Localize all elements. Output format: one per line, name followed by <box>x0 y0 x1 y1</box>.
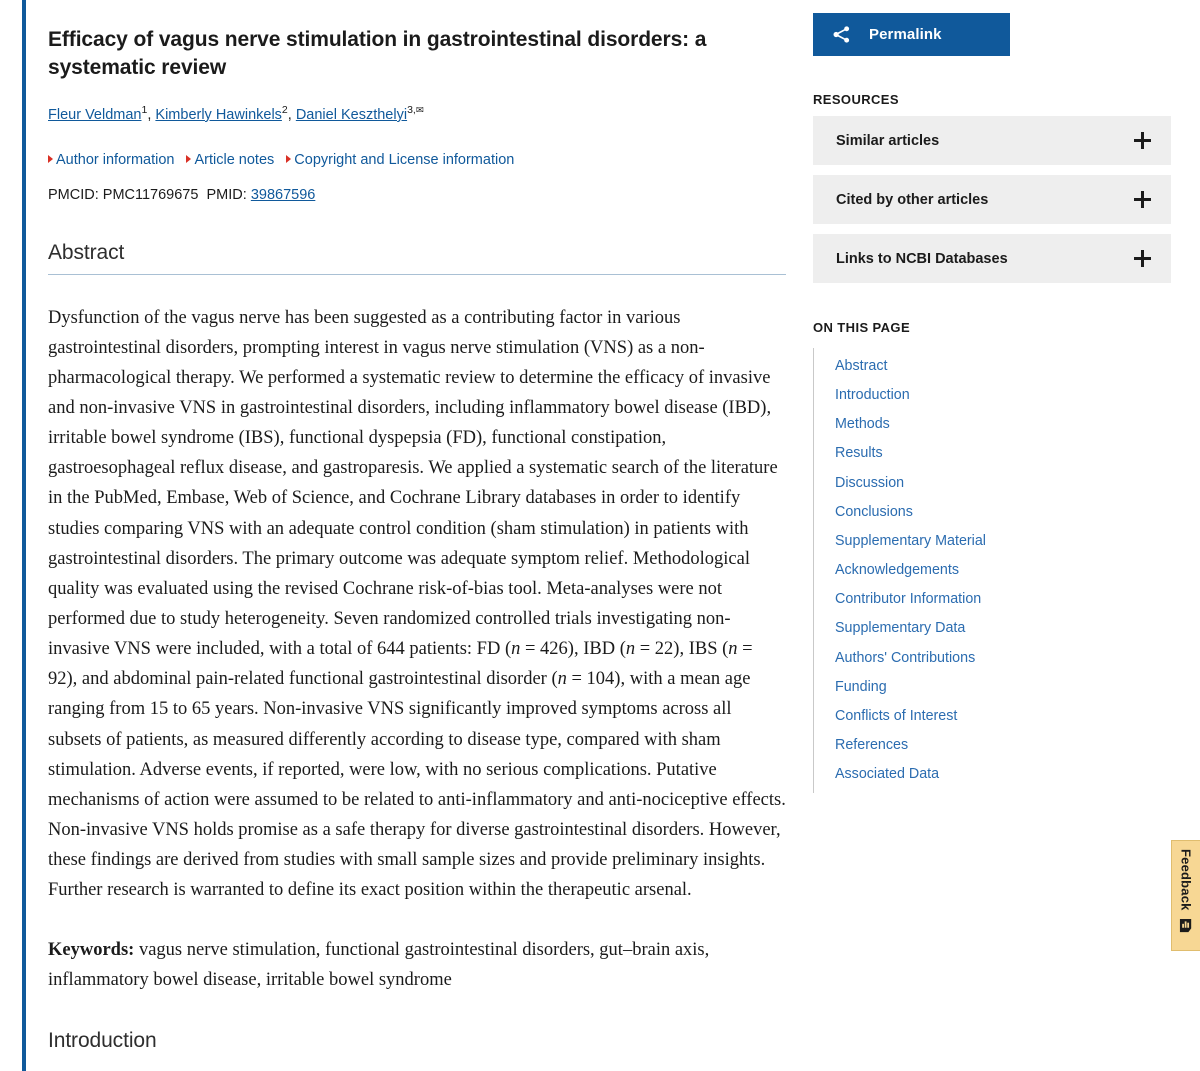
plus-icon[interactable] <box>1134 250 1151 267</box>
toc-link-supplementary-material[interactable]: Supplementary Material <box>835 532 986 549</box>
copyright-license-toggle[interactable]: Copyright and License information <box>286 152 514 168</box>
stat-symbol-n: n <box>511 639 521 660</box>
resource-label: Similar articles <box>836 132 940 149</box>
pmid-label: PMID: <box>206 186 247 203</box>
list-item <box>814 644 1171 673</box>
toc-link-associated-data[interactable]: Associated Data <box>835 766 940 783</box>
stat-symbol-n: n <box>557 669 567 690</box>
permalink-button[interactable] <box>813 13 1010 56</box>
toc-link-conflicts-of-interest[interactable]: Conflicts of Interest <box>835 707 958 724</box>
author-link-3[interactable]: Daniel Keszthelyi <box>295 106 408 123</box>
author-separator-1: , <box>147 106 156 123</box>
author-affiliation-3: 3,✉ <box>407 104 424 117</box>
toc-link-conclusions[interactable]: Conclusions <box>835 503 913 520</box>
toc-link-acknowledgements[interactable]: Acknowledgements <box>835 562 959 579</box>
author-affiliation-1: 1 <box>141 104 148 117</box>
toc-link-methods[interactable]: Methods <box>835 416 890 433</box>
resource-label: Links to NCBI Databases <box>836 250 1008 267</box>
list-item <box>814 673 1171 702</box>
pmcid-label: PMCID: <box>48 186 99 203</box>
feedback-label: Feedback <box>1178 849 1194 911</box>
toc-link-results[interactable]: Results <box>835 445 883 462</box>
list-item <box>814 760 1171 789</box>
triangle-right-icon <box>48 155 53 163</box>
author-link-2[interactable]: Kimberly Hawinkels <box>155 106 282 123</box>
list-item <box>814 556 1171 585</box>
keywords-label: Keywords: <box>48 940 135 961</box>
triangle-right-icon <box>186 155 191 163</box>
list-item <box>814 381 1171 410</box>
list-item <box>814 352 1171 381</box>
list-item <box>814 614 1171 643</box>
resource-item-similar-articles[interactable] <box>813 116 1171 165</box>
list-item <box>814 702 1171 731</box>
toc-link-funding[interactable]: Funding <box>835 678 887 695</box>
author-separator-2: , <box>287 106 296 123</box>
abstract-text: Dysfunction of the vagus nerve has been suggested as a contributing factor in various gastrointestinal disorders, prompting interest in vagus nerve stimulation (VNS) as a non-pharmacological therapy. We performed a systematic review to determine the efficacy of invasive and non-invasive VNS in gastrointestinal disorders, including inflammatory bowel disease (IBD), irritable bowel syndrome (IBS), functional dyspepsia (FD), functional constipation, gastroesophageal reflux disease, and gastroparesis. We applied a systematic search of the literature in the PubMed, Embase, Web of Science, and Cochrane Library databases in order to identify studies comparing VNS with an adequate control condition (sham stimulation) in patients with gastrointestinal disorders. The primary outcome was adequate symptom relief. Methodological quality was evaluated using the revised Cochrane risk-of-bias tool. Meta-analyses were not performed due to study heterogeneity. Seven randomized controlled trials investigating non-invasive VNS were included, with a total of 644 patients: FD (n = 426), IBD (n = 22), IBS (n = 92), and abdominal pain-related functional gastrointestinal disorder (n = 104), with a mean age ranging from 15 to 65 years. Non-invasive VNS significantly improved symptoms across all subsets of patients, as measured differently according to disease type, compared with sham stimulation. Adverse events, if reported, were low, with no serious complications. Putative mechanisms of action were assumed to be related to anti-inflammatory and anti-nociceptive effects. Non-invasive VNS holds promise as a safe therapy for diverse gastrointestinal disorders. However, these findings are derived from studies with small sample sizes and provide preliminary insights. Further research is warranted to define its exact position within the therapeutic arsenal. <box>48 307 786 901</box>
resource-item-cited-by[interactable] <box>813 175 1171 224</box>
stat-symbol-n: n <box>728 639 738 660</box>
envelope-icon: ✉ <box>415 105 424 117</box>
pmid-link[interactable]: 39867596 <box>250 186 316 203</box>
list-item <box>814 527 1171 556</box>
introduction-heading: Introduction <box>48 1028 157 1052</box>
resources-title: RESOURCES <box>813 92 899 107</box>
plus-icon[interactable] <box>1134 191 1151 208</box>
keywords-value: vagus nerve stimulation, functional gastrointestinal disorders, gut–brain axis, inflammatory bowel disease, irritable bowel syndrome <box>48 940 710 991</box>
author-information-toggle[interactable]: Author information <box>48 152 174 168</box>
share-nodes-icon <box>813 25 869 44</box>
article-notes-toggle[interactable]: Article notes <box>186 152 274 168</box>
author-link-1[interactable]: Fleur Veldman <box>48 106 142 123</box>
toc-link-supplementary-data[interactable]: Supplementary Data <box>835 620 966 637</box>
feedback-tab[interactable] <box>1171 840 1200 951</box>
author-affiliation-2: 2 <box>281 104 288 117</box>
permalink-label: Permalink <box>869 26 942 43</box>
article-column <box>48 0 786 1053</box>
toc-link-authors-contributions[interactable]: Authors' Contributions <box>835 649 976 666</box>
toc-link-discussion[interactable]: Discussion <box>835 474 905 491</box>
list-item <box>814 469 1171 498</box>
list-item <box>814 731 1171 760</box>
resource-label: Cited by other articles <box>836 191 989 208</box>
toc-link-introduction[interactable]: Introduction <box>835 387 910 404</box>
list-item <box>814 410 1171 439</box>
plus-icon[interactable] <box>1134 132 1151 149</box>
abstract-heading: Abstract <box>48 241 786 275</box>
on-this-page-title: ON THIS PAGE <box>813 320 911 335</box>
list-item <box>814 585 1171 614</box>
toc-link-abstract[interactable]: Abstract <box>835 358 888 374</box>
resource-item-ncbi-databases[interactable] <box>813 234 1171 283</box>
toc-link-references[interactable]: References <box>835 737 909 754</box>
left-accent-rail <box>22 0 26 1071</box>
identifier-row <box>48 187 786 203</box>
triangle-right-icon <box>286 155 291 163</box>
pmcid-value: PMC11769675 <box>102 186 199 203</box>
poll-chart-icon <box>1179 918 1194 933</box>
author-list <box>48 106 786 125</box>
page-title: Efficacy of vagus nerve stimulation in gastrointestinal disorders: a systematic review <box>48 28 707 79</box>
list-item <box>814 498 1171 527</box>
stat-symbol-n: n <box>625 639 636 660</box>
table-of-contents <box>813 348 1171 793</box>
sidebar <box>813 0 1171 809</box>
keywords-row <box>48 935 786 995</box>
meta-links-row <box>48 151 786 170</box>
list-item <box>814 439 1171 468</box>
toc-link-contributor-information[interactable]: Contributor Information <box>835 591 982 608</box>
